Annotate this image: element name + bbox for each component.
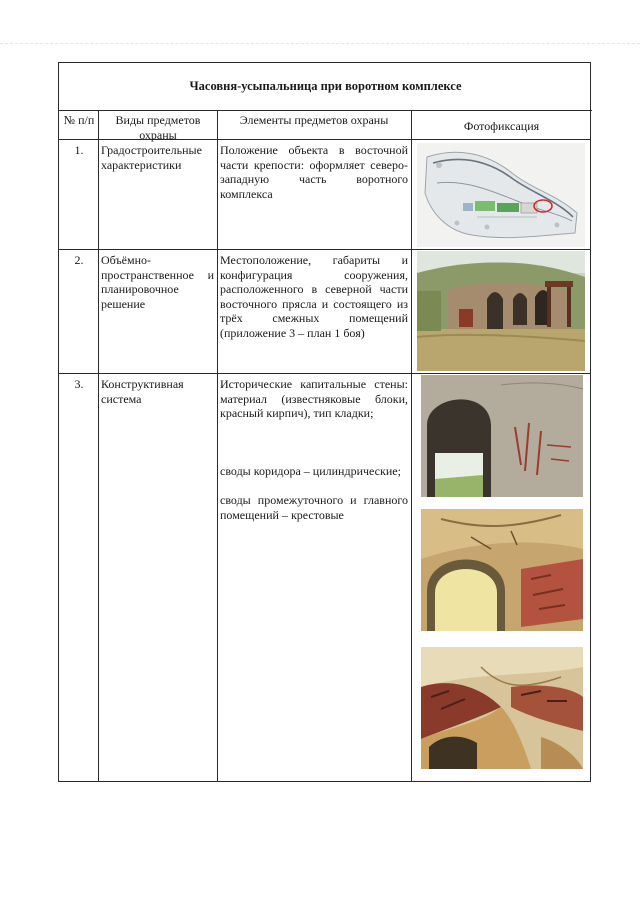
site-plan-image [417, 143, 585, 247]
exterior-image [417, 251, 585, 371]
header-type: Виды предметов охраны [115, 113, 201, 142]
protection-table [58, 62, 591, 782]
corridor-vault-image [421, 375, 583, 497]
header-elements: Элементы предметов охраны [239, 113, 389, 127]
header-num: № п/п [63, 113, 95, 127]
col-divider-3 [411, 111, 412, 782]
arch-vault-image [421, 509, 583, 631]
row-1-divider [59, 249, 590, 250]
row-3-elements-cross-vaults: своды промежуточного и главного помещений – крестовые [220, 493, 408, 522]
row-3-elements-walls: Исторические капитальные стены: материал (известняковые блоки, красный кирпич), тип кладки; [220, 377, 408, 420]
cross-vault-image [421, 647, 583, 769]
row-1-num: 1. [74, 143, 84, 157]
col-divider-1 [98, 111, 99, 782]
page-top-rule [0, 43, 640, 44]
row-2-elements: Местоположение, габариты и конфигурация сооружения, расположенного в северной части восточного прясла и состоящего из трёх смежных помещений (приложение 3 – план 1 боя) [220, 253, 408, 340]
row-3-elements-corridor-vaults: своды коридора – цилиндрические; [220, 464, 401, 478]
row-1-elements: Положение объекта в восточной части крепости: оформляет северо-западную часть воротного комплекса [220, 143, 408, 201]
row-2-num: 2. [74, 253, 84, 267]
table-title: Часовня-усыпальница при воротном комплексе [59, 63, 592, 111]
row-3-type: Конструктивная система [101, 377, 184, 406]
row-2-divider [59, 373, 590, 374]
col-divider-2 [217, 111, 218, 782]
row-3-num: 3. [74, 377, 84, 391]
row-2-type: Объёмно-пространственное и планировочное решение [101, 253, 214, 311]
header-photo: Фотофиксация [463, 119, 540, 133]
row-1-type: Градостроительные характеристики [101, 143, 202, 172]
